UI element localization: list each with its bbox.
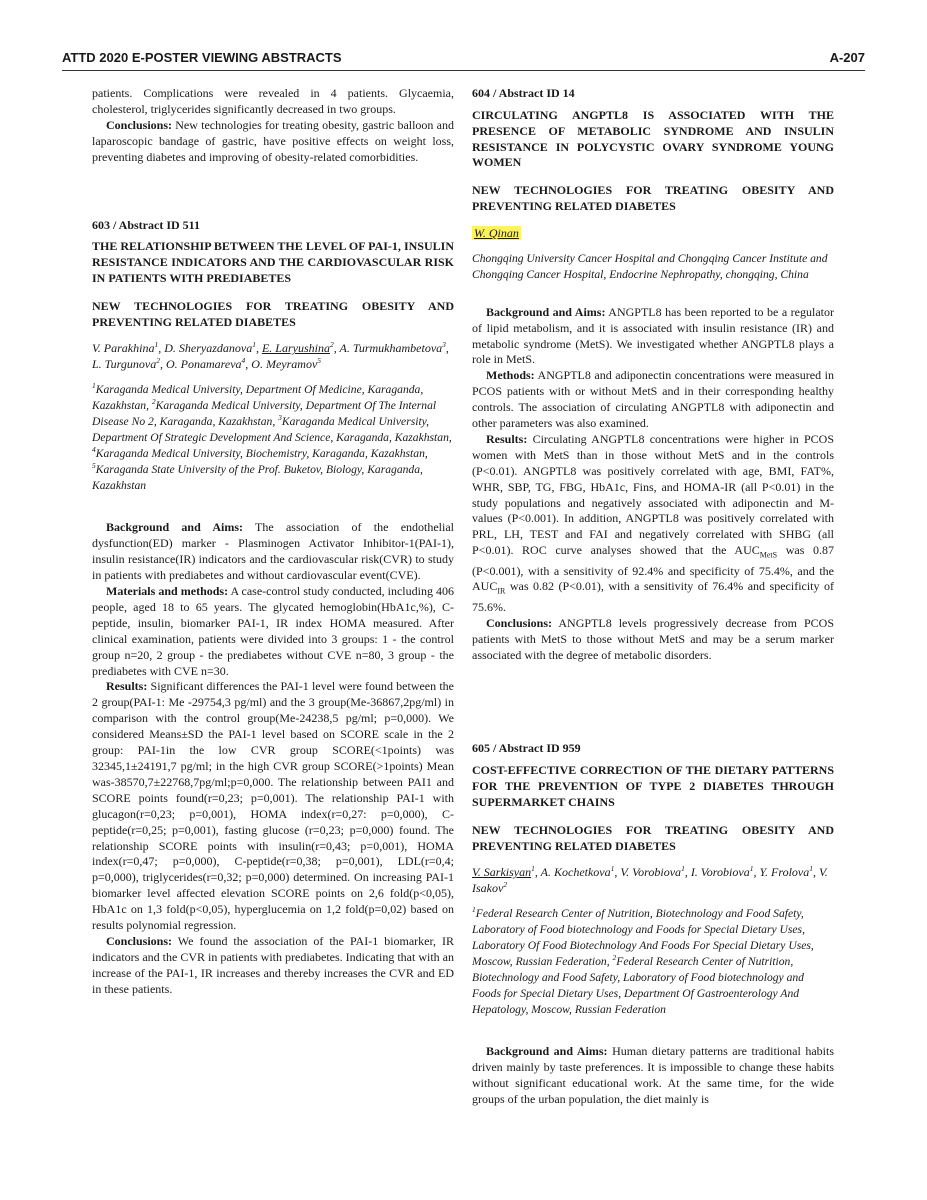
affiliation-mark: 1 xyxy=(610,864,615,874)
conclusions-paragraph xyxy=(472,616,834,664)
continued-text: patients. Complications were revealed in 4 patients. Glycaemia, cholesterol, triglycerides significantly decreased in two groups. xyxy=(92,86,454,116)
presenting-author: W. Qinan xyxy=(474,225,519,240)
methods-paragraph xyxy=(92,584,454,679)
affiliation-mark: 2 xyxy=(612,953,617,963)
header-rule xyxy=(62,70,865,71)
author: V. Isakov xyxy=(472,865,828,896)
section-heading: Conclusions: xyxy=(106,933,173,948)
section-text: ANGPTL8 levels progressively decrease from PCOS patients with MetS to those without MetS and may be a serum marker associated with the degree of metabolic disorders. xyxy=(472,615,834,662)
section-text: ANGPTL8 and adiponectin concentrations were measured in PCOS patients with or without MetS and in their corresponding healthy controls. The association of circulating ANGPTL8 with adiponectin and other parameters was also examined. xyxy=(472,368,834,431)
abstract-topic: NEW TECHNOLOGIES FOR TREATING OBESITY AND PREVENTING RELATED DIABETES xyxy=(472,183,834,213)
presenting-author: E. Laryushina xyxy=(261,341,330,356)
affiliation-mark: 2 xyxy=(151,397,156,407)
section-heading: Conclusions: xyxy=(486,615,553,630)
section-text: was 0.87 (P<0.001), with a sensitivity of 92.4% and specificity of 75.4%, and the AUC xyxy=(472,543,834,594)
conclusions-heading: Conclusions: xyxy=(106,117,173,132)
author: A. Kochetkova xyxy=(540,865,611,880)
background-paragraph xyxy=(92,520,454,584)
abstract-title: THE RELATIONSHIP BETWEEN THE LEVEL OF PAI-1, INSULIN RESISTANCE INDICATORS AND THE CARDIOVASCULAR RISK IN PATIENTS WITH PREDIABETES xyxy=(92,239,454,286)
author-list: V. Sarkisyan$^1$, A. Kochetkova$^1$, V. Vorobiova$^1$, I. Vorobiova$^1$, Y. Frolova$^1$, V. Isakov$^2$ xyxy=(472,864,828,896)
affiliation-mark: 5 xyxy=(317,356,322,366)
left-column xyxy=(92,86,454,998)
abstract-603 xyxy=(92,218,454,998)
affiliation-mark: 1 xyxy=(472,905,476,915)
abstract-title: CIRCULATING ANGPTL8 IS ASSOCIATED WITH THE PRESENCE OF METABOLIC SYNDROME AND INSULIN RESISTANCE IN POLYCYSTIC OVARY SYNDROME YOUNG WOMEN xyxy=(472,107,834,170)
affiliations xyxy=(92,382,454,494)
page-header xyxy=(62,50,865,72)
author: V. Vorobiova xyxy=(620,865,682,880)
affiliation: Karaganda Medical University, Biochemistry, Karaganda, Kazakhstan, xyxy=(95,447,428,461)
affiliation: Karaganda State University of the Prof. Buketov, Biology, Karaganda, Kazakhstan xyxy=(92,463,423,493)
background-paragraph xyxy=(472,1044,834,1108)
section-text: The association of the endothelial dysfunction(ED) marker - Plasminogen Activator Inhibitor-1(PAI-1), insulin resistance(IR) indicators and the cardiovascular risk(CVR) to study in patients with prediabetes and without cardiovascular event(CVE). xyxy=(92,520,455,583)
section-text: A case-control study conducted, including 406 people, aged 18 to 65 years. The glycated hemoglobin(HbA1c,%), C-peptide, insulin, biomarker PAI-1, IR index HOMA measured. After clinical examination, patients were divided into 3 groups: 1 - the control group n=20, 2 group - the prediabetes without CVE n=80, 3 group - the prediabetes with CVE n=30. xyxy=(92,584,454,678)
abstract-id: 603 / Abstract ID 511 xyxy=(92,217,200,232)
affiliation-mark: 1 xyxy=(749,864,754,874)
abstract-605 xyxy=(472,741,834,1108)
page-number: A-207 xyxy=(829,50,865,65)
author: Y. Frolova xyxy=(759,865,810,880)
section-heading: Background and Aims: xyxy=(486,1044,608,1059)
journal-title: ATTD 2020 E-POSTER VIEWING ABSTRACTS xyxy=(62,50,342,65)
affiliation-mark: 2 xyxy=(503,880,508,890)
section-text: ANGPTL8 has been reported to be a regulator of lipid metabolism, and it is associated with insulin resistance (IR) and metabolic syndrome (MetS). We investigated whether ANGPTL8 plays a role in MetS. xyxy=(472,304,834,367)
affiliation: Karaganda Medical University, Department Of Strategic Development And Science, Karaganda, Kazakhstan, xyxy=(92,415,452,445)
affiliations xyxy=(472,906,834,1018)
section-heading: Background and Aims: xyxy=(486,304,606,319)
affiliation-mark: 3 xyxy=(442,340,446,350)
abstract-id: 604 / Abstract ID 14 xyxy=(472,86,575,100)
author: L. Turgunova xyxy=(92,357,157,372)
results-paragraph xyxy=(92,679,454,934)
affiliation-mark: 3 xyxy=(278,413,282,423)
affiliation-mark: 1 xyxy=(531,864,535,874)
affiliation: Karaganda Medical University, Department Of Medicine, Karaganda, Kazakhstan, xyxy=(92,383,424,413)
author: V. Parakhina xyxy=(92,341,155,356)
affiliation-mark: 1 xyxy=(252,340,256,350)
subscript: MetS xyxy=(759,550,778,560)
section-text: Circulating ANGPTL8 concentrations were higher in PCOS women with MetS than in those without MetS and in the controls (P<0.01). ANGPTL8 was positively correlated with age, BMI, FAT%, WHR, SBP, TG, FBG, HbA1c, Fins, and HOMA-IR (all P<0.01) in the study populations and negatively associated with adiponectin and M-values (P<0.001). In addition, ANGPTL8 was positively correlated with PRL, LH, TEST and FAI and negatively correlated with SHBG (all P<0.01). ROC curve analyses showed that the AUC xyxy=(472,431,834,558)
section-text: Human dietary patterns are traditional habits driven mainly by taste preferences. It is impossible to change these habits without significant educational work. At the same time, for the wide groups of the urban population, the diet mainly is xyxy=(472,1044,834,1107)
affiliation-mark: 1 xyxy=(154,340,159,350)
section-heading: Results: xyxy=(486,431,528,446)
affiliation-mark: 4 xyxy=(241,356,246,366)
affiliation-mark: 2 xyxy=(329,340,334,350)
abstract-604 xyxy=(472,86,834,663)
subscript: IR xyxy=(497,586,506,596)
abstract-topic: NEW TECHNOLOGIES FOR TREATING OBESITY AND PREVENTING RELATED DIABETES xyxy=(92,298,454,329)
abstract-title: COST-EFFECTIVE CORRECTION OF THE DIETARY PATTERNS FOR THE PREVENTION OF TYPE 2 DIABETES THROUGH SUPERMARKET CHAINS xyxy=(472,763,834,809)
affiliation-mark: 1 xyxy=(809,864,813,874)
affiliation-mark: 4 xyxy=(92,445,96,455)
author: A. Turmukhambetova xyxy=(339,341,443,356)
results-paragraph xyxy=(472,432,834,616)
affiliation: Federal Research Center of Nutrition, Biotechnology and Food Safety, Laboratory of Food biotechnology and Foods for Special Dietary Uses, Laboratory Of Food Biotechnology And Foods For Special Dietary Uses, Moscow, Russian Federation, xyxy=(472,907,814,969)
methods-paragraph xyxy=(472,368,834,432)
affiliation: Karaganda Medical University, Department Of The Internal Disease No 2, Karaganda, Kazakhstan, xyxy=(92,399,437,429)
affiliations: Chongqing University Cancer Hospital and Chongqing Cancer Institute and Chongqing Cancer Hospital, Endocrine Nephropathy, chongqing, China xyxy=(472,251,828,281)
author-list xyxy=(472,225,834,241)
section-heading: Results: xyxy=(106,679,148,694)
presenting-author: V. Sarkisyan xyxy=(472,865,532,880)
author: I. Vorobiova xyxy=(690,865,750,880)
section-text: We found the association of the PAI-1 biomarker, IR indicators and the CVR in patients with prediabetes. Indicating that with an increase of the PAI-1, IR increases and thereby increases the CVR and ED in these patients. xyxy=(92,933,454,996)
author-list: V. Parakhina$^1$, D. Sheryazdanova$^1$, E. Laryushina$^2$, A. Turmukhambetova$^3$, L. Turgunova$^2$, O. Ponamareva$^4$, O. Meyramov$^5$ xyxy=(92,340,449,372)
author: O. Meyramov xyxy=(251,357,318,372)
affiliation-mark: 1 xyxy=(92,381,96,391)
affiliation-mark: 5 xyxy=(92,461,96,471)
section-heading: Background and Aims: xyxy=(106,520,243,535)
author: O. Ponamareva xyxy=(166,357,242,372)
affiliation-mark: 1 xyxy=(681,864,685,874)
conclusions-paragraph xyxy=(92,118,454,166)
background-paragraph xyxy=(472,305,834,369)
conclusions-text: New technologies for treating obesity, gastric balloon and laparoscopic bandage of gastric, have positive effects on weight loss, preventing diabetes and improving of obesity-related comorbidities. xyxy=(92,117,454,164)
section-heading: Methods: xyxy=(486,368,535,383)
author: D. Sheryazdanova xyxy=(164,341,253,356)
abstract-topic: NEW TECHNOLOGIES FOR TREATING OBESITY AND PREVENTING RELATED DIABETES xyxy=(472,822,834,853)
section-text: was 0.82 (P<0.01), with a sensitivity of 76.4% and specificity of 75.6%. xyxy=(472,579,834,614)
affiliation: Federal Research Center of Nutrition, Biotechnology and Food Safety, Laboratory of Food biotechnology and Foods for Special Dietary Uses, Department Of Gastroenterology And Hepatology, Moscow, Russian Federation xyxy=(472,955,804,1017)
section-text: Significant differences the PAI-1 level were found between the 2 group(PAI-1: Me -29754,3 pg/ml) and the 3 group(Me-36867,2pg/ml) in comparison with the control group(Me-24238,5 pg/ml; p=0,000). We considered Means±SD the PAI-1 level based on SCORE scale in the 2 group: PAI-1in the low CVR group SCORE(<1points) was 32345,1±24191,7 pg/ml; in the high CVR group SCORE(>1points) Mean was-38570,7±22768,7pg/ml;p=0,000. The relationship between PAI1 and SCORE points found(r=0,23; p=0,001). The relationship PAI-1 with glucagon(r=0,23; p=0,001), HOMA index(r=0,27: p=0,000), C-peptide(r=0,25; p=0,001), fasting glucose (r=0,23; p=0,000) found. The relationship SCORE points with insulin(r=0,43; p=0,001), HOMA index(r=0,47; p=0,000), C-peptide(r=0,38; p=0,001), LDL(r=0,4; p=0,000), triglycerides(r=0,32; p=0,000) determined. On increasing PAI-1 biomarker level affected elevation SCORE points on 2,6 fold(p<0,05), HbA1c on 1,3 fold(p<0,05), hyperglucemia on 1,2 fold(p=0,02) based on results polynomial regression. xyxy=(92,679,454,933)
right-column xyxy=(472,86,834,1108)
affiliation-mark: 2 xyxy=(156,356,160,366)
abstract-id: 605 / Abstract ID 959 xyxy=(472,741,581,756)
conclusions-paragraph xyxy=(92,934,454,998)
section-heading: Materials and methods: xyxy=(106,584,229,599)
